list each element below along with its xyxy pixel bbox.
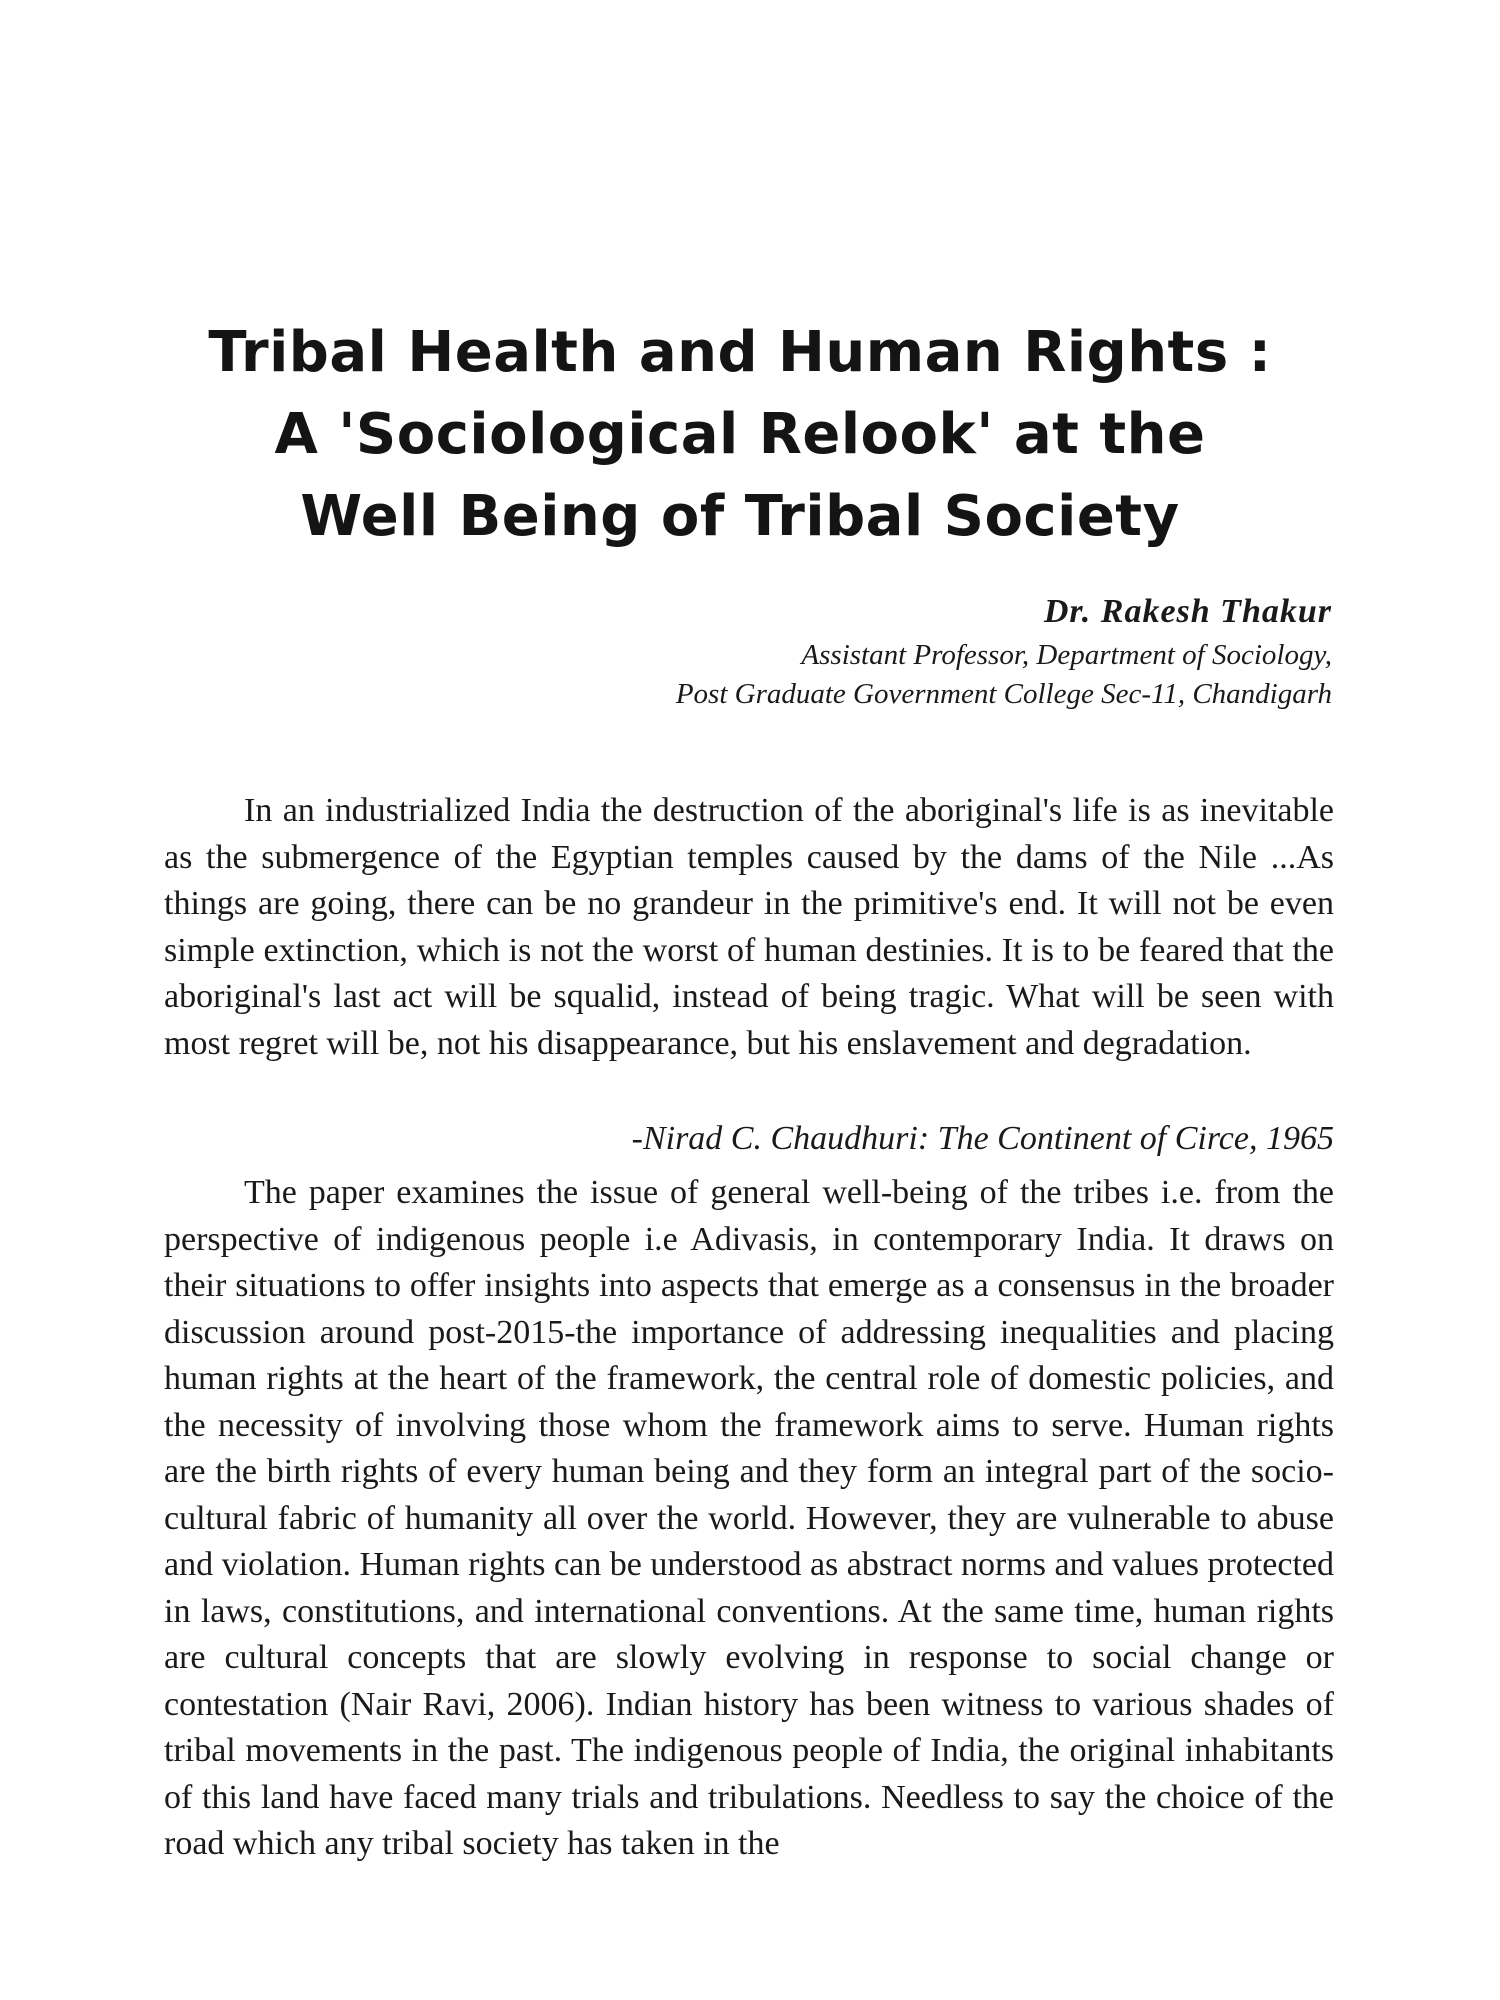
- main-body: [164, 1170, 1334, 1868]
- author-name: Dr. Rakesh Thakur: [1043, 593, 1332, 630]
- epigraph-attribution: -Nirad C. Chaudhuri: The Continent of Circe, 1965: [631, 1120, 1334, 1157]
- author-institution: Post Graduate Government College Sec-11, Chandigarh: [675, 678, 1332, 710]
- title-line-2: A 'Sociological Relook' at the: [274, 402, 1206, 467]
- body-paragraph-1: The paper examines the issue of general well-being of the tribes i.e. from the perspective of indigenous people i.e Adivasis, in contemporary India. It draws on their situations to offer insights into aspects that emerge as a consensus in the broader discussion around post-2015-the importance of addressing inequalities and placing human rights at the heart of the framework, the central role of domestic policies, and the necessity of involving those whom the framework aims to serve. Human rights are the birth rights of every human being and they form an integral part of the socio-cultural fabric of humanity all over the world. However, they are vulnerable to abuse and violation. Human rights can be understood as abstract norms and values protected in laws, constitutions, and international conventions. At the same time, human rights are cultural concepts that are slowly evolving in response to social change or contestation (Nair Ravi, 2006). Indian history has been witness to various shades of tribal movements in the past. The indigenous people of India, the original inhabitants of this land have faced many trials and tribulations. Needless to say the choice of the road which any tribal society has taken in the: [164, 1174, 1334, 1862]
- title-line-3: Well Being of Tribal Society: [300, 484, 1180, 549]
- author-position: Assistant Professor, Department of Sociology,: [801, 639, 1332, 671]
- title-line-1: Tribal Health and Human Rights :: [208, 320, 1272, 385]
- epigraph-text: In an industrialized India the destruction of the aboriginal's life is as inevitable as the submergence of the Egyptian temples caused by the dams of the Nile ...As things are going, there can be no grandeur in the primitive's end. It will not be even simple extinction, which is not the worst of human destinies. It is to be feared that the aboriginal's last act will be squalid, instead of being tragic. What will be seen with most regret will be, not his disappearance, but his enslavement and degradation.: [164, 792, 1334, 1062]
- epigraph: [164, 788, 1334, 1067]
- article-title: [200, 312, 1280, 558]
- author-block: [332, 588, 1332, 714]
